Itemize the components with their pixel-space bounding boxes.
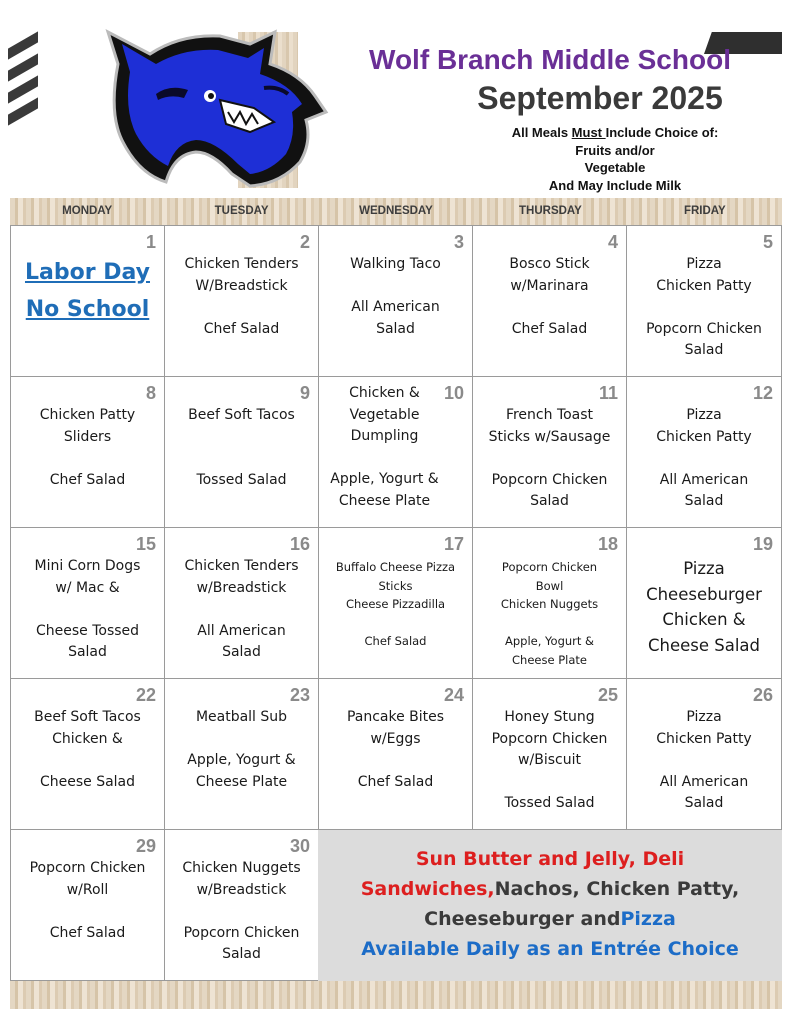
day-cell xyxy=(10,830,165,981)
date-number: 8 xyxy=(145,383,156,403)
day-cell xyxy=(319,226,473,377)
weekday-header xyxy=(10,198,782,225)
day-cell xyxy=(627,377,782,528)
date-number: 19 xyxy=(752,534,773,554)
menu-text: Pizza Chicken Patty All American Salad xyxy=(656,407,752,509)
day-cell xyxy=(10,377,165,528)
calendar-grid xyxy=(10,225,782,981)
holiday-label: Labor Day No School xyxy=(24,260,150,322)
menu-text: Mini Corn Dogs w/ Mac & Cheese Tossed Salad xyxy=(34,558,141,660)
day-cell xyxy=(627,679,782,830)
day-cell xyxy=(627,528,782,679)
month-title: September 2025 xyxy=(477,80,723,116)
date-number: 25 xyxy=(597,685,618,705)
menu-text: Popcorn Chicken w/Roll Chef Salad xyxy=(29,860,146,941)
day-thursday: THURSDAY xyxy=(519,205,582,217)
wood-texture-footer xyxy=(10,981,782,1009)
date-number: 9 xyxy=(299,383,310,403)
week-row xyxy=(10,679,782,830)
day-cell xyxy=(473,679,627,830)
menu-text: Chicken Tenders W/Breadstick Chef Salad xyxy=(184,256,299,337)
menu-text: Walking Taco All American Salad xyxy=(350,256,441,337)
date-number: 30 xyxy=(289,836,310,856)
day-cell xyxy=(10,226,165,377)
day-cell xyxy=(10,528,165,679)
menu-text: Buffalo Cheese Pizza Sticks Cheese Pizzadilla Chef Salad xyxy=(335,560,456,648)
day-cell xyxy=(319,528,473,679)
wolf-mascot-logo xyxy=(100,24,330,194)
week-row xyxy=(10,377,782,528)
entree-pizza-text: Pizza xyxy=(620,908,676,930)
day-cell xyxy=(473,377,627,528)
day-tuesday: TUESDAY xyxy=(214,205,269,217)
menu-text: Bosco Stick w/Marinara Chef Salad xyxy=(509,256,590,337)
day-cell xyxy=(473,226,627,377)
menu-text: Chicken & Vegetable Dumpling Apple, Yogurt & Cheese Plate xyxy=(330,385,439,509)
note-text: All Meals xyxy=(511,125,572,140)
menu-text: Chicken Tenders w/Breadstick All American Salad xyxy=(184,558,299,660)
menu-text: Beef Soft Tacos Tossed Salad xyxy=(188,407,295,488)
date-number: 15 xyxy=(135,534,156,554)
day-cell xyxy=(165,528,319,679)
date-number: 29 xyxy=(135,836,156,856)
day-cell xyxy=(319,377,473,528)
school-name: Wolf Branch Middle School xyxy=(369,44,731,75)
date-number: 2 xyxy=(299,232,310,252)
menu-text: Chicken Patty Sliders Chef Salad xyxy=(39,407,136,488)
entree-red-text: Sun Butter and Jelly, Deli Sandwiches, xyxy=(360,848,685,900)
day-cell xyxy=(319,679,473,830)
menu-text: Pancake Bites w/Eggs Chef Salad xyxy=(346,709,445,790)
day-friday: FRIDAY xyxy=(683,205,726,217)
date-number: 12 xyxy=(752,383,773,403)
meal-requirements-note xyxy=(470,124,760,194)
menu-text: Pizza Chicken Patty All American Salad xyxy=(656,709,752,811)
week-row xyxy=(10,226,782,377)
menu-text: French Toast Sticks w/Sausage Popcorn Chicken Salad xyxy=(488,407,611,509)
day-wednesday: WEDNESDAY xyxy=(359,205,433,217)
menu-text: Popcorn Chicken Bowl Chicken Nuggets Apple, Yogurt & Cheese Plate xyxy=(500,560,599,667)
week-row xyxy=(10,528,782,679)
date-number: 24 xyxy=(443,685,464,705)
date-number: 10 xyxy=(443,383,464,403)
day-cell xyxy=(165,226,319,377)
entree-availability-line: Available Daily as an Entrée Choice xyxy=(361,938,739,960)
date-number: 1 xyxy=(145,232,156,252)
menu-text: Meatball Sub Apple, Yogurt & Cheese Plate xyxy=(187,709,296,790)
daily-entree-notice xyxy=(318,830,782,981)
date-number: 4 xyxy=(607,232,618,252)
note-line: Fruits and/or xyxy=(575,142,655,158)
day-cell xyxy=(165,830,319,981)
date-number: 23 xyxy=(289,685,310,705)
menu-text: Honey Stung Popcorn Chicken w/Biscuit Tossed Salad xyxy=(491,709,608,811)
menu-text: Beef Soft Tacos Chicken & Cheese Salad xyxy=(34,709,141,790)
menu-text: Pizza Chicken Patty Popcorn Chicken Salad xyxy=(646,256,762,358)
date-number: 11 xyxy=(598,383,618,403)
week-row xyxy=(10,830,782,981)
date-number: 26 xyxy=(752,685,773,705)
day-cell xyxy=(10,679,165,830)
date-number: 18 xyxy=(597,534,618,554)
day-cell xyxy=(627,226,782,377)
note-must: Must xyxy=(571,125,606,140)
date-number: 16 xyxy=(289,534,310,554)
day-cell xyxy=(165,679,319,830)
date-number: 17 xyxy=(443,534,464,554)
date-number: 22 xyxy=(135,685,156,705)
day-monday: MONDAY xyxy=(62,205,113,217)
menu-text: Chicken Nuggets w/Breadstick Popcorn Chicken Salad xyxy=(182,860,301,962)
date-number: 3 xyxy=(453,232,464,252)
note-line: Vegetable xyxy=(584,160,646,175)
day-cell xyxy=(473,528,627,679)
date-number: 5 xyxy=(762,232,773,252)
note-line: And May Include Milk xyxy=(548,177,682,193)
note-text: Include Choice of: xyxy=(605,125,719,140)
entree-dark-text: Nachos, Chicken Patty, Cheeseburger and xyxy=(424,878,740,930)
day-cell xyxy=(165,377,319,528)
decorative-stripes xyxy=(8,32,42,130)
menu-text: Pizza Cheeseburger Chicken & Cheese Salad xyxy=(646,559,762,655)
